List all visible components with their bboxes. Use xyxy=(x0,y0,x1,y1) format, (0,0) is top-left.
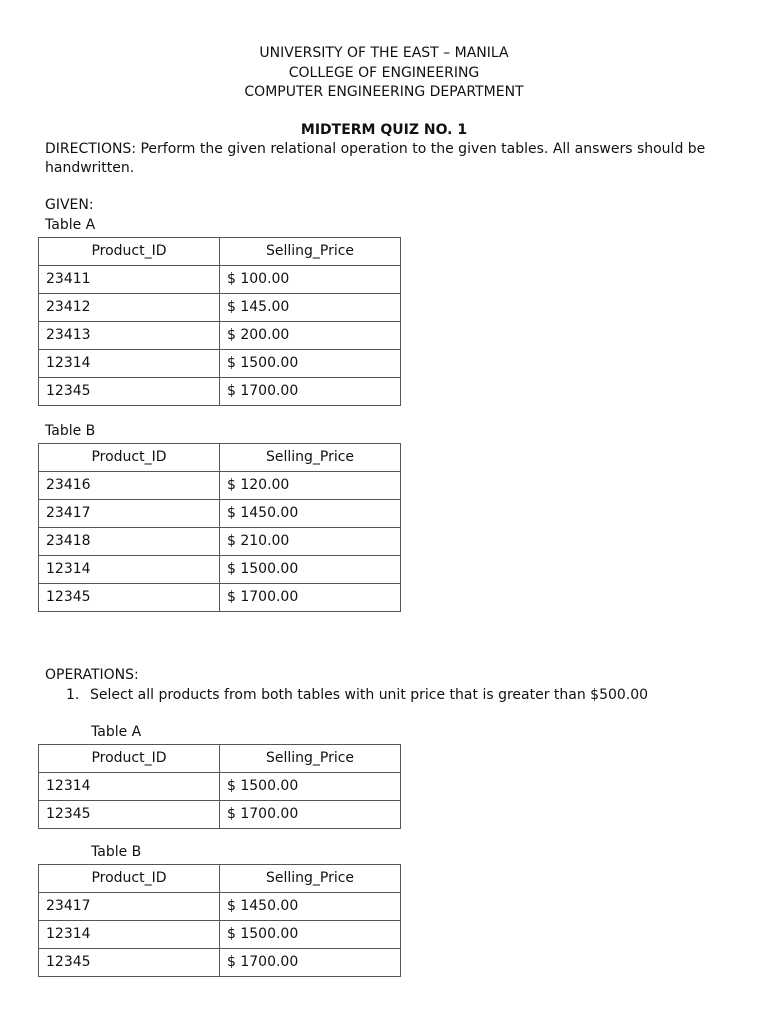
product-id-cell: 23411 xyxy=(39,266,220,294)
answer-table-b xyxy=(38,864,401,977)
product-id-cell: 23417 xyxy=(39,893,220,921)
product-id-cell: 12314 xyxy=(39,350,220,378)
selling-price-cell: $ 1450.00 xyxy=(220,500,401,528)
column-header-selling-price: Selling_Price xyxy=(220,444,401,472)
product-id-cell: 23413 xyxy=(39,322,220,350)
university-name: UNIVERSITY OF THE EAST – MANILA xyxy=(259,45,509,61)
selling-price-cell: $ 100.00 xyxy=(220,266,401,294)
table-a-caption: Table A xyxy=(45,217,96,233)
table-row xyxy=(39,528,401,556)
table-row xyxy=(39,921,401,949)
department-name: COMPUTER ENGINEERING DEPARTMENT xyxy=(244,84,524,100)
quiz-title: MIDTERM QUIZ NO. 1 xyxy=(300,122,468,138)
given-label: GIVEN: xyxy=(45,197,94,213)
product-id-cell: 23417 xyxy=(39,500,220,528)
table-header-row xyxy=(39,745,401,773)
product-id-cell: 12345 xyxy=(39,801,220,829)
table-row xyxy=(39,556,401,584)
column-header-selling-price: Selling_Price xyxy=(220,745,401,773)
table-header-row xyxy=(39,444,401,472)
selling-price-cell: $ 1500.00 xyxy=(220,350,401,378)
selling-price-cell: $ 1700.00 xyxy=(220,801,401,829)
product-id-cell: 23416 xyxy=(39,472,220,500)
product-id-cell: 12345 xyxy=(39,949,220,977)
column-header-product-id: Product_ID xyxy=(39,745,220,773)
product-id-cell: 12314 xyxy=(39,921,220,949)
column-header-product-id: Product_ID xyxy=(39,238,220,266)
column-header-product-id: Product_ID xyxy=(39,865,220,893)
table-row xyxy=(39,378,401,406)
product-id-cell: 12314 xyxy=(39,773,220,801)
directions-line-2: handwritten. xyxy=(45,160,135,176)
operations-label: OPERATIONS: xyxy=(45,667,139,683)
operation-number: 1. xyxy=(66,687,80,703)
selling-price-cell: $ 1500.00 xyxy=(220,773,401,801)
table-row xyxy=(39,266,401,294)
table-row xyxy=(39,801,401,829)
selling-price-cell: $ 1500.00 xyxy=(220,921,401,949)
column-header-selling-price: Selling_Price xyxy=(220,238,401,266)
product-id-cell: 12345 xyxy=(39,378,220,406)
operation-item-1 xyxy=(66,686,648,705)
college-name: COLLEGE OF ENGINEERING xyxy=(288,65,480,81)
selling-price-cell: $ 1450.00 xyxy=(220,893,401,921)
answer-table-a-caption: Table A xyxy=(91,724,142,740)
table-row xyxy=(39,773,401,801)
table-row xyxy=(39,472,401,500)
selling-price-cell: $ 1700.00 xyxy=(220,584,401,612)
product-id-cell: 23412 xyxy=(39,294,220,322)
table-row xyxy=(39,350,401,378)
table-row xyxy=(39,584,401,612)
selling-price-cell: $ 200.00 xyxy=(220,322,401,350)
column-header-selling-price: Selling_Price xyxy=(220,865,401,893)
table-header-row xyxy=(39,238,401,266)
table-row xyxy=(39,949,401,977)
selling-price-cell: $ 210.00 xyxy=(220,528,401,556)
table-row xyxy=(39,500,401,528)
table-b-caption: Table B xyxy=(45,423,96,439)
product-id-cell: 12345 xyxy=(39,584,220,612)
given-table-b xyxy=(38,443,401,612)
answer-table-b-caption: Table B xyxy=(91,844,142,860)
product-id-cell: 23418 xyxy=(39,528,220,556)
selling-price-cell: $ 1700.00 xyxy=(220,949,401,977)
selling-price-cell: $ 145.00 xyxy=(220,294,401,322)
table-row xyxy=(39,294,401,322)
operation-text: Select all products from both tables with unit price that is greater than $500.00 xyxy=(90,687,649,703)
table-row xyxy=(39,322,401,350)
given-table-a xyxy=(38,237,401,406)
column-header-product-id: Product_ID xyxy=(39,444,220,472)
selling-price-cell: $ 120.00 xyxy=(220,472,401,500)
table-row xyxy=(39,893,401,921)
table-header-row xyxy=(39,865,401,893)
product-id-cell: 12314 xyxy=(39,556,220,584)
directions-line-1: DIRECTIONS: Perform the given relational operation to the given tables. All answers should be xyxy=(45,141,706,157)
answer-table-a xyxy=(38,744,401,829)
selling-price-cell: $ 1500.00 xyxy=(220,556,401,584)
selling-price-cell: $ 1700.00 xyxy=(220,378,401,406)
